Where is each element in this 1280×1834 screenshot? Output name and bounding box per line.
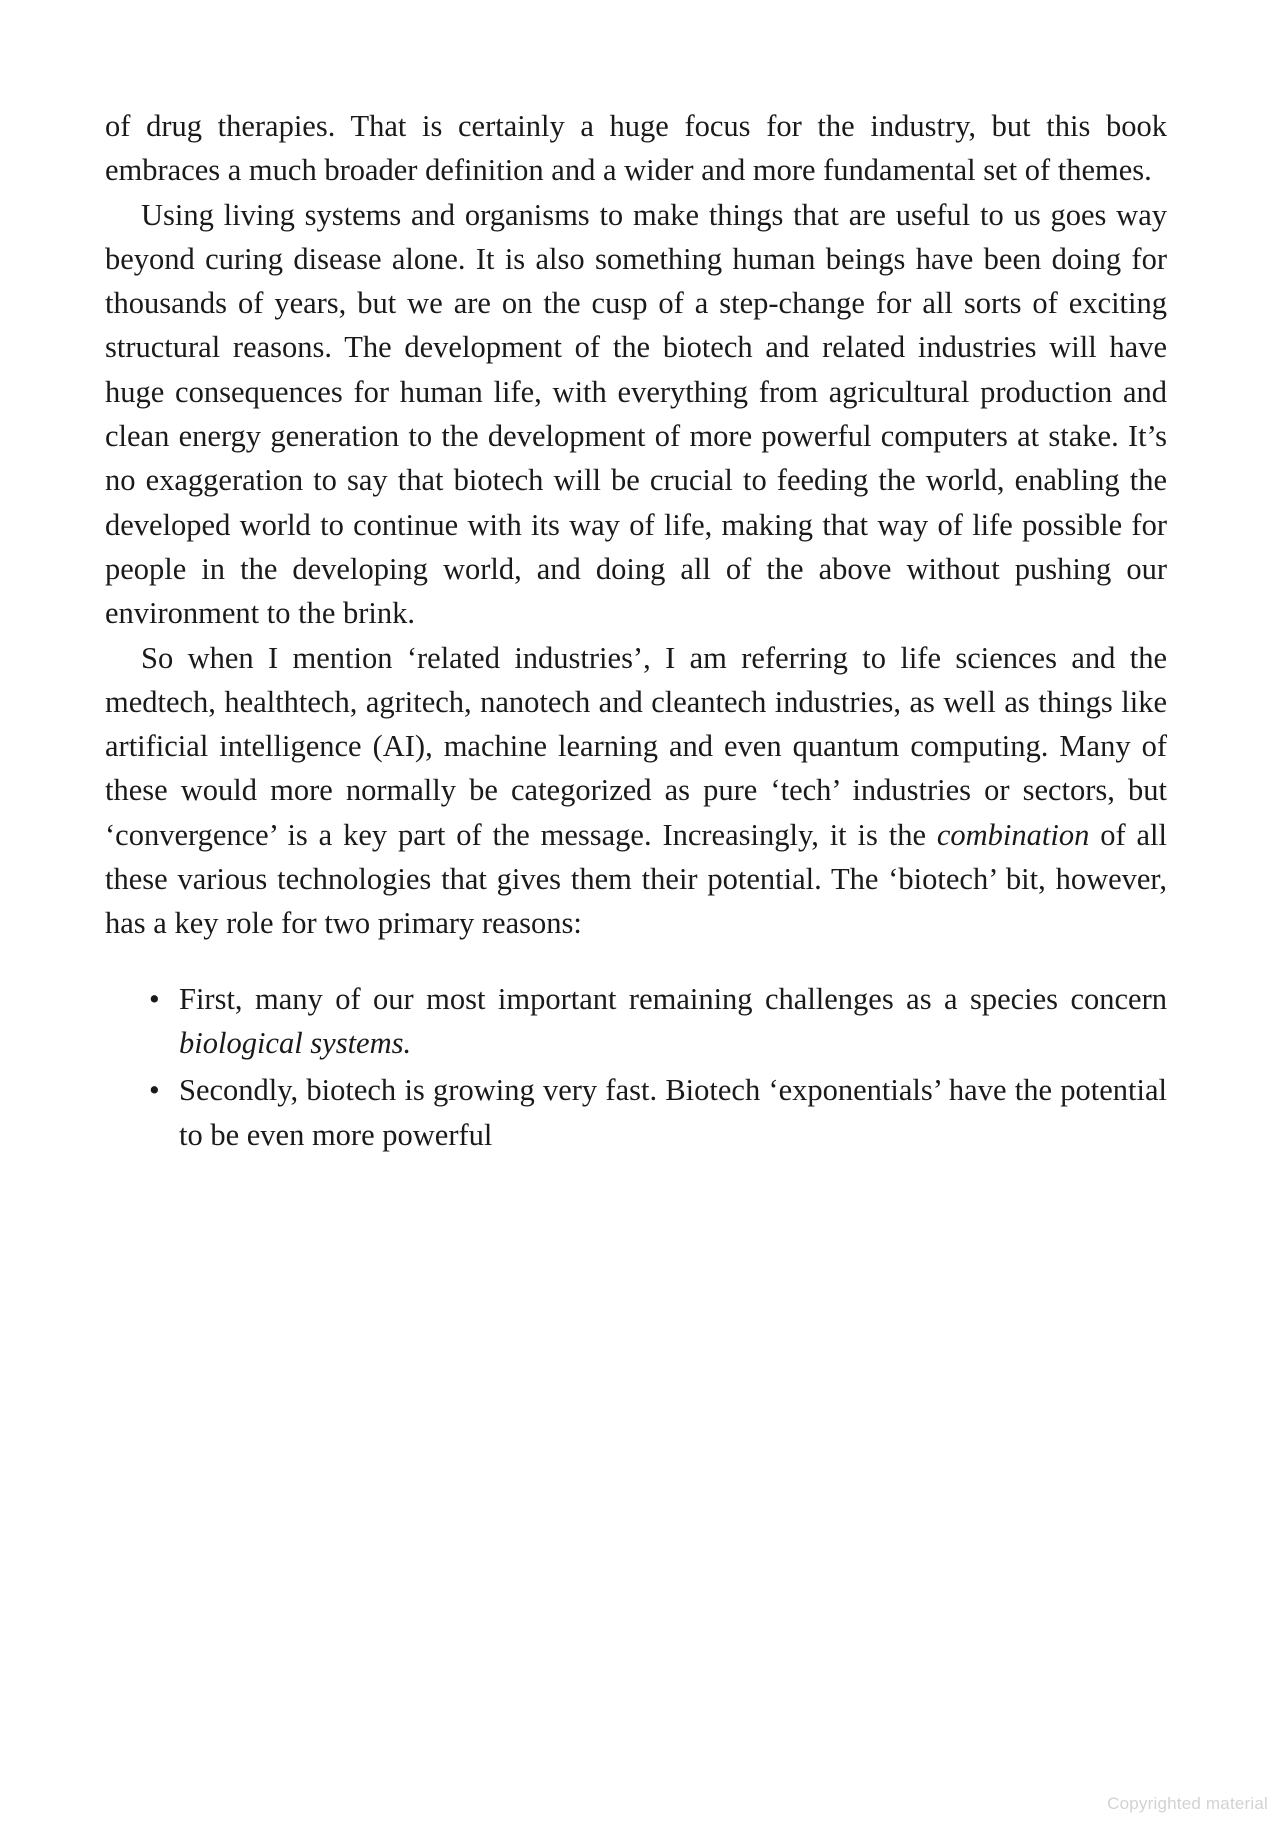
- paragraph-2: Using living systems and organisms to make things that are useful to us goes way beyond curing disease alone. It is also something human beings have been doing for thousands of years, but we are on the cusp of a step-change for all sorts of exciting structural reasons. The development of the biotech and related industries will have huge consequences for human life, with everything from agricultural production and clean energy generation to the development of more powerful computers at stake. It’s no exaggeration to say that biotech will be crucial to feeding the world, enabling the developed world to continue with its way of life, making that way of life possible for people in the developing world, and doing all of the above without pushing our environment to the brink.: [105, 197, 1167, 631]
- copyright-watermark: Copyrighted material: [1107, 1794, 1268, 1813]
- paragraph-1: of drug therapies. That is certainly a huge focus for the industry, but this book embraces a much broader definition and a wider and more fundamental set of themes.: [105, 109, 1167, 188]
- reasons-bullet-list: [105, 977, 1167, 1157]
- bullet-icon: •: [149, 981, 160, 1016]
- paragraph-3: [105, 636, 1167, 946]
- bullet-2-segment-1: Secondly, biotech is growing very fast. Biotech ‘exponentials’ have the potential to be even more powerful: [179, 1073, 1167, 1152]
- text-column: [105, 104, 1167, 1157]
- bullet-icon: •: [149, 1073, 160, 1108]
- paragraph-3-segment-1: So when I mention ‘related industries’, I am referring to life sciences and the medtech, healthtech, agritech, nanotech and cleantech industries, as well as things like artificial intelligence (: [105, 640, 1167, 764]
- list-item: [105, 1068, 1167, 1157]
- list-item: [105, 977, 1167, 1066]
- emphasis-biological-systems: biological systems.: [179, 1025, 412, 1060]
- emphasis-combination: combination: [936, 817, 1090, 852]
- abbreviation-ai: AI: [382, 729, 415, 764]
- bullet-1-segment-1: First, many of our most important remaining challenges as a species concern: [179, 981, 1167, 1016]
- paragraph-3-segment-2: ), machine learning and even quantum computing. Many of these would more normally be categorized as pure ‘tech’ industries or sectors, but ‘convergence’ is a key part of the message. Increasingly, it is the: [105, 729, 1167, 852]
- paragraph-3-segment-3: of all these various technologies that gives them their potential. The ‘biotech’ bit, however, has a key role for two primary reasons:: [105, 817, 1167, 941]
